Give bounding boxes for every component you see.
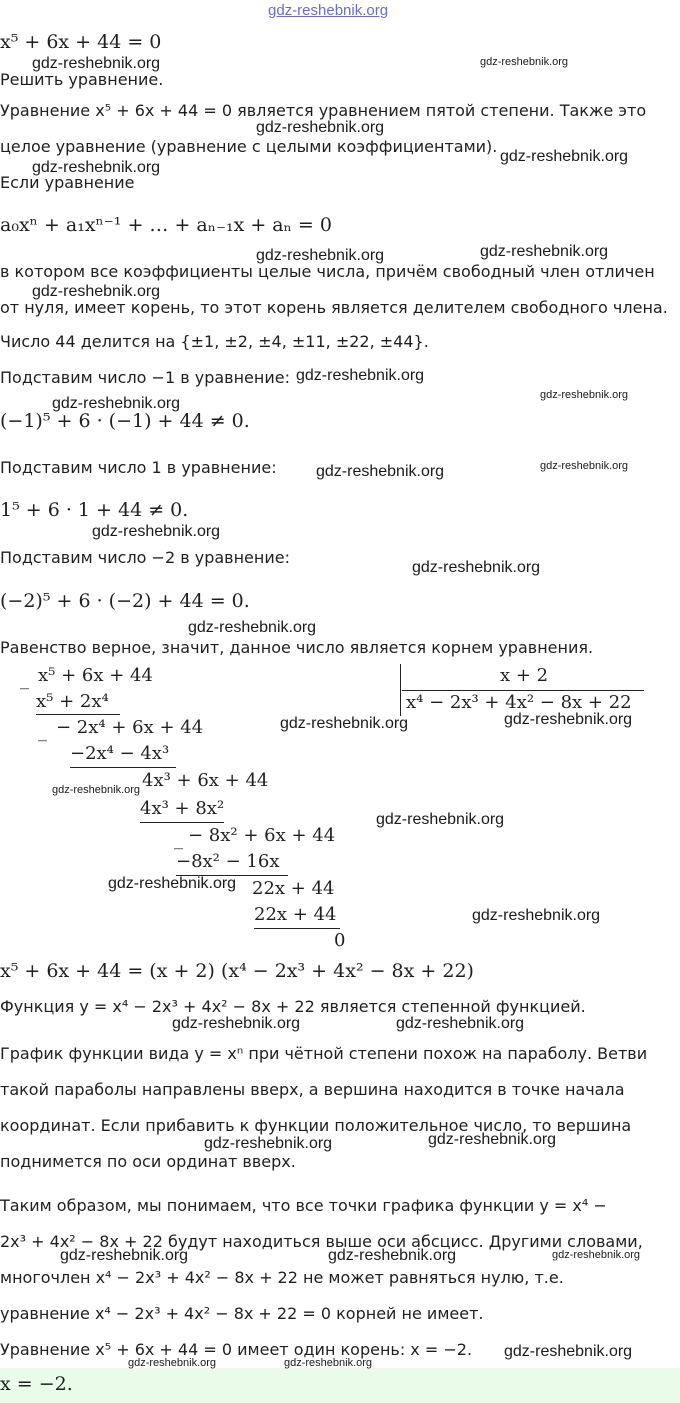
watermark: gdz-reshebnik.org — [540, 389, 629, 401]
division-subtrahend-1: x⁵ + 2x⁴ — [36, 691, 109, 712]
division-rule-2 — [70, 767, 176, 768]
root-confirmed-text: Равенство верное, значит, данное число является корнем уравнения. — [0, 638, 594, 657]
division-remainder-1: − 2x⁴ + 6x + 44 — [56, 717, 204, 738]
division-remainder-3: − 8x² + 6x + 44 — [188, 825, 336, 846]
division-subtrahend-5: 22x + 44 — [254, 904, 337, 925]
watermark: gdz-reshebnik.org — [480, 56, 569, 68]
substitute-minus-one-text: Подставим число −1 в уравнение: — [0, 368, 290, 387]
graph-paragraph-line-3: координат. Если прибавить к функции положительное число, то вершина — [0, 1116, 632, 1135]
conclusion-line-1: Таким образом, мы понимаем, что все точки графика функции y = x⁴ − — [0, 1196, 607, 1215]
division-bracket-horizontal — [402, 690, 644, 691]
division-minus-sign: _ — [20, 669, 29, 690]
watermark: gdz-reshebnik.org — [500, 148, 629, 165]
watermark: gdz-reshebnik.org — [32, 159, 161, 176]
theorem-line-1: в котором все коэффициенты целые числа, причём свободный член отличен — [0, 262, 655, 281]
conclusion-line-4: уравнение x⁴ − 2x³ + 4x² − 8x + 22 = 0 корней не имеет. — [0, 1304, 484, 1323]
watermark: gdz-reshebnik.org — [172, 1015, 301, 1032]
division-dividend: x⁵ + 6x + 44 — [38, 665, 153, 686]
divisors-statement: Число 44 делится на {±1, ±2, ±4, ±11, ±22, ±44}. — [0, 332, 429, 351]
watermark: gdz-reshebnik.org — [480, 243, 609, 260]
division-remainder-final: 0 — [334, 930, 346, 951]
site-header-link[interactable]: gdz-reshebnik.org — [268, 2, 389, 19]
graph-paragraph-line-4: поднимется по оси ординат вверх. — [0, 1152, 296, 1171]
watermark: gdz-reshebnik.org — [376, 811, 505, 828]
watermark: gdz-reshebnik.org — [52, 395, 181, 412]
division-minus-sign: _ — [38, 721, 47, 742]
paragraph-degree-line-1: Уравнение x⁵ + 6x + 44 = 0 является уравнением пятой степени. Также это — [0, 101, 647, 120]
conclusion-line-3: многочлен x⁴ − 2x³ + 4x² − 8x + 22 не может равняться нулю, т.е. — [0, 1268, 564, 1287]
watermark: gdz-reshebnik.org — [108, 875, 237, 892]
theorem-line-2: от нуля, имеет корень, то этот корень является делителем свободного члена. — [0, 298, 668, 317]
substitute-one-text: Подставим число 1 в уравнение: — [0, 458, 277, 477]
watermark: gdz-reshebnik.org — [32, 283, 161, 300]
watermark: gdz-reshebnik.org — [60, 1247, 189, 1264]
watermark: gdz-reshebnik.org — [552, 1249, 641, 1261]
watermark: gdz-reshebnik.org — [540, 460, 629, 472]
substitute-minus-two-equation: (−2)⁵ + 6 · (−2) + 44 = 0. — [0, 590, 250, 612]
watermark: gdz-reshebnik.org — [472, 907, 601, 924]
watermark: gdz-reshebnik.org — [280, 715, 409, 732]
watermark: gdz-reshebnik.org — [52, 784, 141, 796]
answer-highlight — [0, 1368, 680, 1403]
watermark: gdz-reshebnik.org — [504, 1343, 633, 1360]
final-answer: x = −2. — [0, 1373, 73, 1395]
graph-paragraph-line-1: График функции вида y = xⁿ при чётной степени похож на параболу. Ветви — [0, 1044, 648, 1063]
graph-paragraph-line-2: такой параболы направлены вверх, а вершина находится в точке начала — [0, 1080, 625, 1099]
general-polynomial-equation: a₀xⁿ + a₁xⁿ⁻¹ + … + aₙ₋₁x + aₙ = 0 — [0, 214, 332, 236]
watermark: gdz-reshebnik.org — [504, 711, 633, 728]
watermark: gdz-reshebnik.org — [32, 55, 161, 72]
division-subtrahend-2: −2x⁴ − 4x³ — [70, 743, 170, 764]
conclusion-line-2: 2x³ + 4x² − 8x + 22 будут находиться выше оси абсцисс. Другими словами, — [0, 1232, 643, 1251]
division-rule-5 — [254, 928, 340, 929]
task-text: Решить уравнение. — [0, 70, 164, 89]
watermark: gdz-reshebnik.org — [128, 1357, 217, 1369]
watermark: gdz-reshebnik.org — [428, 1131, 557, 1148]
division-rule-1 — [36, 714, 120, 715]
watermark: gdz-reshebnik.org — [256, 119, 385, 136]
conclusion-line-5: Уравнение x⁵ + 6x + 44 = 0 имеет один корень: x = −2. — [0, 1340, 473, 1359]
watermark: gdz-reshebnik.org — [316, 463, 445, 480]
division-minus-sign: _ — [174, 829, 183, 850]
watermark: gdz-reshebnik.org — [92, 523, 221, 540]
division-quotient: x⁴ − 2x³ + 4x² − 8x + 22 — [406, 692, 632, 713]
watermark: gdz-reshebnik.org — [328, 1247, 457, 1264]
substitute-minus-one-equation: (−1)⁵ + 6 · (−1) + 44 ≠ 0. — [0, 410, 250, 432]
division-remainder-2: 4x³ + 6x + 44 — [142, 770, 269, 791]
paragraph-if-equation: Если уравнение — [0, 173, 135, 192]
watermark: gdz-reshebnik.org — [396, 1015, 525, 1032]
power-function-statement: Функция y = x⁴ − 2x³ + 4x² − 8x + 22 является степенной функцией. — [0, 997, 586, 1016]
substitute-minus-two-text: Подставим число −2 в уравнение: — [0, 548, 290, 567]
division-rule-3 — [140, 822, 224, 823]
watermark: gdz-reshebnik.org — [296, 367, 425, 384]
division-divisor: x + 2 — [500, 665, 549, 686]
division-bracket-vertical — [400, 664, 401, 716]
substitute-one-equation: 1⁵ + 6 · 1 + 44 ≠ 0. — [0, 499, 189, 521]
watermark: gdz-reshebnik.org — [204, 1135, 333, 1152]
watermark: gdz-reshebnik.org — [412, 559, 541, 576]
problem-equation: x⁵ + 6x + 44 = 0 — [0, 31, 162, 53]
factored-equation: x⁵ + 6x + 44 = (x + 2) (x⁴ − 2x³ + 4x² − 8x + 22) — [0, 960, 474, 982]
watermark: gdz-reshebnik.org — [256, 247, 385, 264]
division-remainder-4: 22x + 44 — [252, 878, 335, 899]
watermark: gdz-reshebnik.org — [284, 1357, 373, 1369]
watermark: gdz-reshebnik.org — [188, 619, 317, 636]
division-subtrahend-3: 4x³ + 8x² — [140, 798, 225, 819]
division-subtrahend-4: −8x² − 16x — [176, 851, 280, 872]
paragraph-degree-line-2: целое уравнение (уравнение с целыми коэффициентами). — [0, 137, 498, 156]
